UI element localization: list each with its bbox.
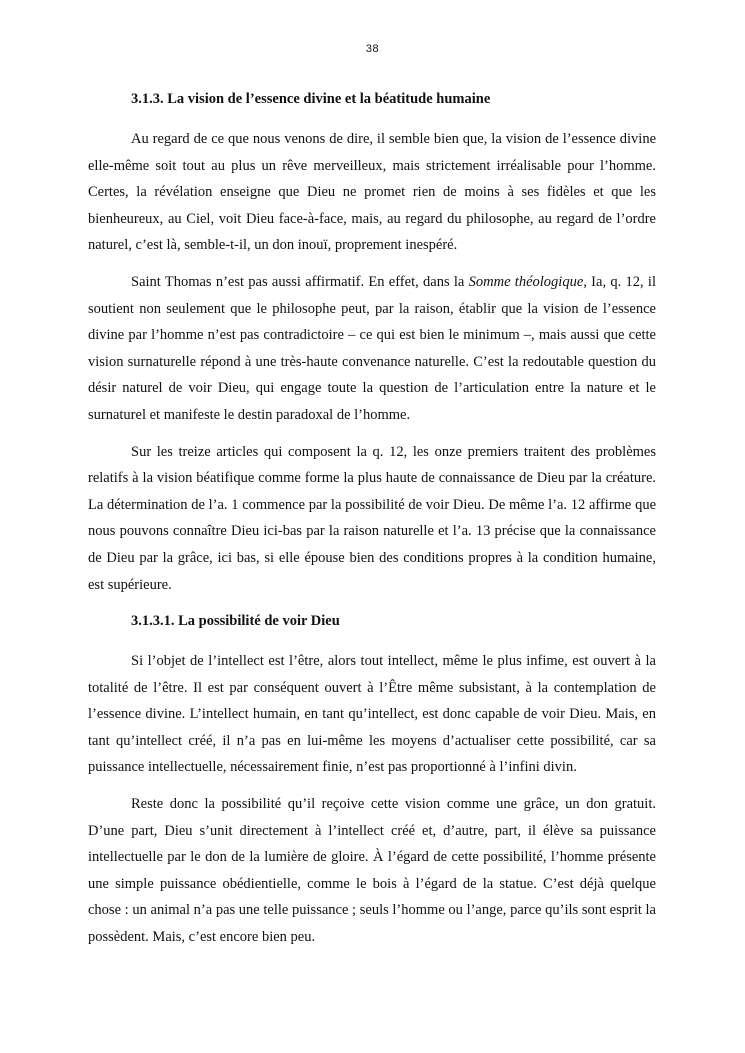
paragraph: Si l’objet de l’intellect est l’être, alors tout intellect, même le plus infime, est ouvert à la totalité de l’être. Il est par conséquent ouvert à l’Être même subsistant, à la contemplation de l’essence divine. L’intellect humain, en tant qu’intellect, est donc capable de voir Dieu. Mais, en tant qu’intellect créé, il n’a pas en lui-même les moyens d’actualiser cette possibilité, car sa puissance intellectuelle, nécessairement finie, n’est pas proportionné à l’infini divin.	[88, 653, 656, 776]
paragraph: Sur les treize articles qui composent la q. 12, les onze premiers traitent des problèmes relatifs à la vision béatifique comme forme la plus haute de connaissance de Dieu par la créature. La détermination de l’a. 1 commence par la possibilité de voir Dieu. De même l’a. 12 affirme que nous pouvons connaître Dieu ici-bas par la raison naturelle et l’a. 13 précise que la connaissance de Dieu par la grâce, ici bas, si elle épouse bien des conditions propres à la condition humaine, est supérieure.	[88, 443, 656, 593]
book-title: Somme théologique,	[468, 273, 587, 290]
page-body	[88, 86, 656, 961]
paragraph: Reste donc la possibilité qu’il reçoive cette vision comme une grâce, un don gratuit. D’une part, Dieu s’unit directement à l’intellect créé et, d’autre, part, il élève sa puissance intellectuelle par le don de la lumière de gloire. À l’égard de cette possibilité, l’homme présente une simple puissance obédientielle, comme le bois à l’égard de la statue. C’est déjà quelque chose : un animal n’a pas une telle puissance ; seuls l’homme ou l’ange, parce qu’ils sont esprit la possèdent. Mais, c’est encore bien peu.	[88, 796, 656, 946]
section-heading-3-1-3-1: 3.1.3.1. La possibilité de voir Dieu	[131, 613, 340, 630]
paragraph-text: Saint Thomas n’est pas aussi affirmatif. En effet, dans la	[131, 273, 469, 290]
page-number: 38	[365, 43, 380, 55]
paragraph-somme-theologique	[88, 269, 656, 429]
section-heading-3-1-3: 3.1.3. La vision de l’essence divine et la béatitude humaine	[131, 91, 491, 107]
paragraph-text: Ia, q. 12, il soutient non seulement que le philosophe peut, par la raison, établir que la vision de l’essence divine par l’homme n’est pas contradictoire – ce qui est bien le minimum –, mais aussi que cette vision surnaturelle répond à une très-haute convenance naturelle. C’est la redoutable question du désir naturel de voir Dieu, qui engage toute la question de l’articulation entre la nature et le surnaturel et manifeste le destin paradoxal de l’homme.	[88, 273, 656, 423]
paragraph: Au regard de ce que nous venons de dire, il semble bien que, la vision de l’essence divine elle-même soit tout au plus un rêve merveilleux, mais strictement irréalisable pour l’homme. Certes, la révélation enseigne que Dieu ne promet rien de moins à ses fidèles et que les bienheureux, au Ciel, voit Dieu face-à-face, mais, au regard du philosophe, au regard de l’ordre naturel, c’est là, semble-t-il, un don inouï, proprement inespéré.	[88, 131, 656, 254]
